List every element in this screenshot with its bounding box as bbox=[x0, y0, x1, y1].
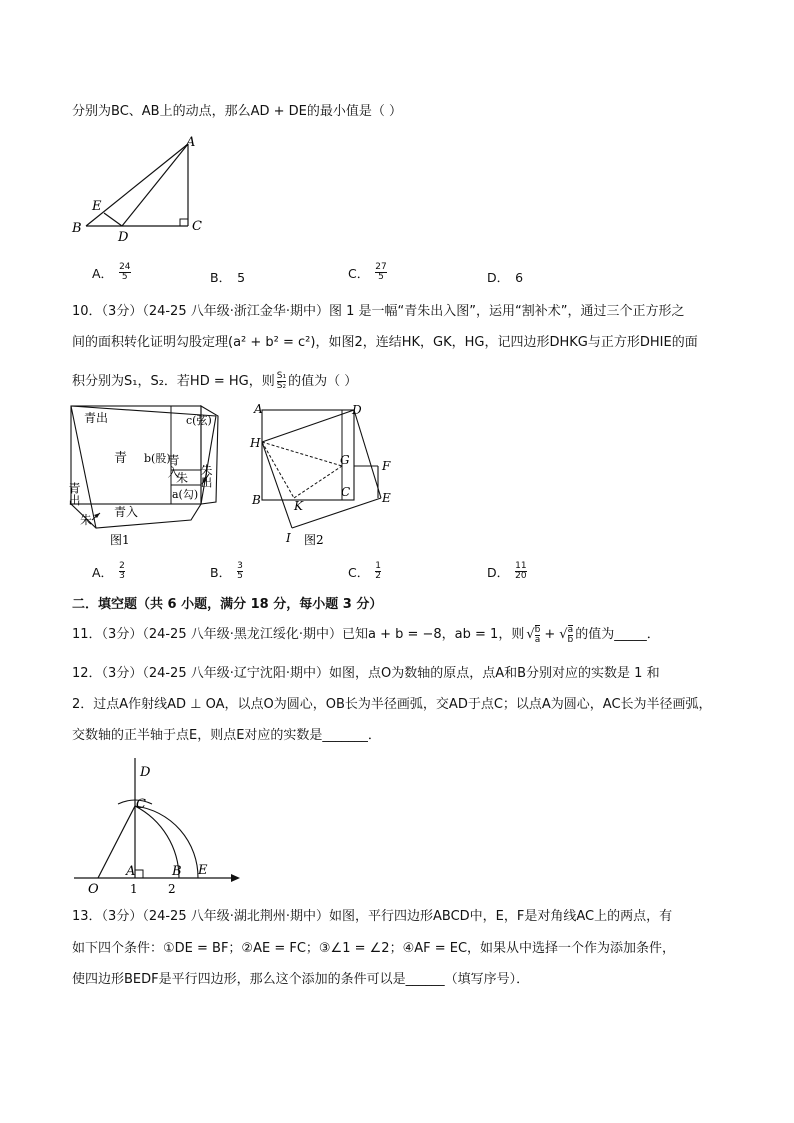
fig1-qingru-bottom: 青入 bbox=[114, 505, 139, 519]
fig1-qingchu-top: 青出 bbox=[84, 411, 109, 425]
q11-line: 11．（3分）（24-25 八年级·黑龙江绥化·期中）已知a + b = −8，ab = 1，则 √ $\frac{b}{a}$ + √ $\frac{a}{b}$ 的值为_____． bbox=[72, 625, 660, 645]
q9-option-a: A． $\frac{24}{5}$ bbox=[92, 262, 131, 282]
q12-line1: 12．（3分）（24-25 八年级·辽宁沈阳·期中）如图，点O为数轴的原点，点A和B分别对应的实数是 1 和 bbox=[72, 666, 660, 681]
fig2-A: A bbox=[254, 402, 263, 416]
fig1-zhu-right: 朱 bbox=[176, 471, 189, 485]
q11-sqrt-expr: √ $\frac{b}{a}$ + √ $\frac{a}{b}$ bbox=[526, 625, 574, 645]
fig1-zhu-left: 朱 bbox=[80, 513, 93, 527]
label-B: B bbox=[72, 221, 82, 236]
fig2-G: G bbox=[340, 453, 350, 467]
q12-tick-1: 1 bbox=[130, 882, 138, 896]
fig2-F: F bbox=[382, 459, 391, 473]
q12-label-C: C bbox=[136, 797, 146, 812]
fig2-B: B bbox=[252, 493, 261, 507]
label-E: E bbox=[92, 199, 102, 214]
q12-label-D: D bbox=[140, 765, 151, 780]
fig2-I: I bbox=[286, 531, 291, 545]
q10-line1: 10．（3分）（24-25 八年级·浙江金华·期中）图 1 是一幅“青朱出入图”，运用“割补术”，通过三个正方形之 bbox=[72, 304, 685, 319]
q9-option-c: C． $\frac{27}{5}$ bbox=[348, 262, 387, 282]
fig2-D: D bbox=[352, 403, 362, 417]
q12-label-O: O bbox=[88, 882, 99, 897]
q12-label-A: A bbox=[126, 864, 136, 879]
fig1-b-gu: b(股) bbox=[144, 452, 171, 465]
q9-stem: 分别为BC、AB上的动点，那么AD + DE的最小值是（ ） bbox=[72, 104, 402, 119]
q13-line1: 13．（3分）（24-25 八年级·湖北荆州·期中）如图，平行四边形ABCD中，E，F是对角线AC上的两点，有 bbox=[72, 909, 673, 924]
q9-option-b: B． 5 bbox=[210, 269, 246, 285]
fig1-c-xian: c(弦) bbox=[186, 414, 212, 427]
fig2-K: K bbox=[294, 499, 303, 513]
fig1-qingchu-left: 青出 bbox=[67, 482, 81, 506]
q12-line2: 2．过点A作射线AD ⊥ OA，以点O为圆心，OB长为半径画弧，交AD于点C；以点A为圆心，AC长为半径画弧， bbox=[72, 697, 712, 712]
fig1-caption: 图1 bbox=[110, 533, 130, 547]
q12-label-E: E bbox=[198, 863, 208, 878]
q9-option-d: D． 6 bbox=[487, 269, 524, 285]
label-D: D bbox=[118, 230, 129, 245]
q10-option-a: A． $\frac{2}{3}$ bbox=[92, 561, 125, 581]
q13-line3: 使四边形BEDF是平行四边形，那么这个添加的条件可以是______（填写序号）． bbox=[72, 972, 530, 987]
q10-line3: 积分别为S₁，S₂．若HD = HG，则 $\frac{\text{S₁}}{\text{S₂}}$ 的值为（ ） bbox=[72, 371, 358, 391]
fig2-caption: 图2 bbox=[304, 533, 324, 547]
q10-figure2 bbox=[246, 400, 406, 550]
fig2-E: E bbox=[382, 491, 391, 505]
fig1-zhuchu: 朱出 bbox=[199, 464, 213, 488]
section-2-heading: 二．填空题（共 6 小题，满分 18 分，每小题 3 分） bbox=[72, 597, 383, 612]
q10-option-d: D． $\frac{11}{20}$ bbox=[487, 561, 527, 581]
q13-line2: 如下四个条件：①DE = BF；②AE = FC；③∠1 = ∠2；④AF = EC，如果从中选择一个作为添加条件， bbox=[72, 941, 676, 956]
fig1-a-gou: a(勾) bbox=[172, 488, 199, 501]
fig2-C: C bbox=[341, 485, 351, 499]
fig1-qingru-right: 青入 bbox=[166, 454, 180, 478]
q12-tick-2: 2 bbox=[168, 882, 176, 896]
q12-line3: 交数轴的正半轴于点E，则点E对应的实数是_______． bbox=[72, 728, 381, 743]
fig1-qing: 青 bbox=[114, 451, 128, 466]
q10-option-c: C． $\frac{1}{2}$ bbox=[348, 561, 381, 581]
fig2-H: H bbox=[250, 436, 261, 450]
q10-figure1 bbox=[66, 400, 236, 550]
q10-option-b: B． $\frac{3}{5}$ bbox=[210, 561, 243, 581]
label-C: C bbox=[192, 219, 202, 234]
q9-triangle-figure bbox=[66, 134, 216, 246]
q12-label-B: B bbox=[172, 864, 182, 879]
q10-line2: 间的面积转化证明勾股定理(a² + b² = c²)，如图2，连结HK，GK，HG，记四边形DHKG与正方形DHIE的面 bbox=[72, 335, 698, 350]
q12-numberline-figure bbox=[68, 758, 248, 898]
label-A: A bbox=[186, 135, 196, 150]
